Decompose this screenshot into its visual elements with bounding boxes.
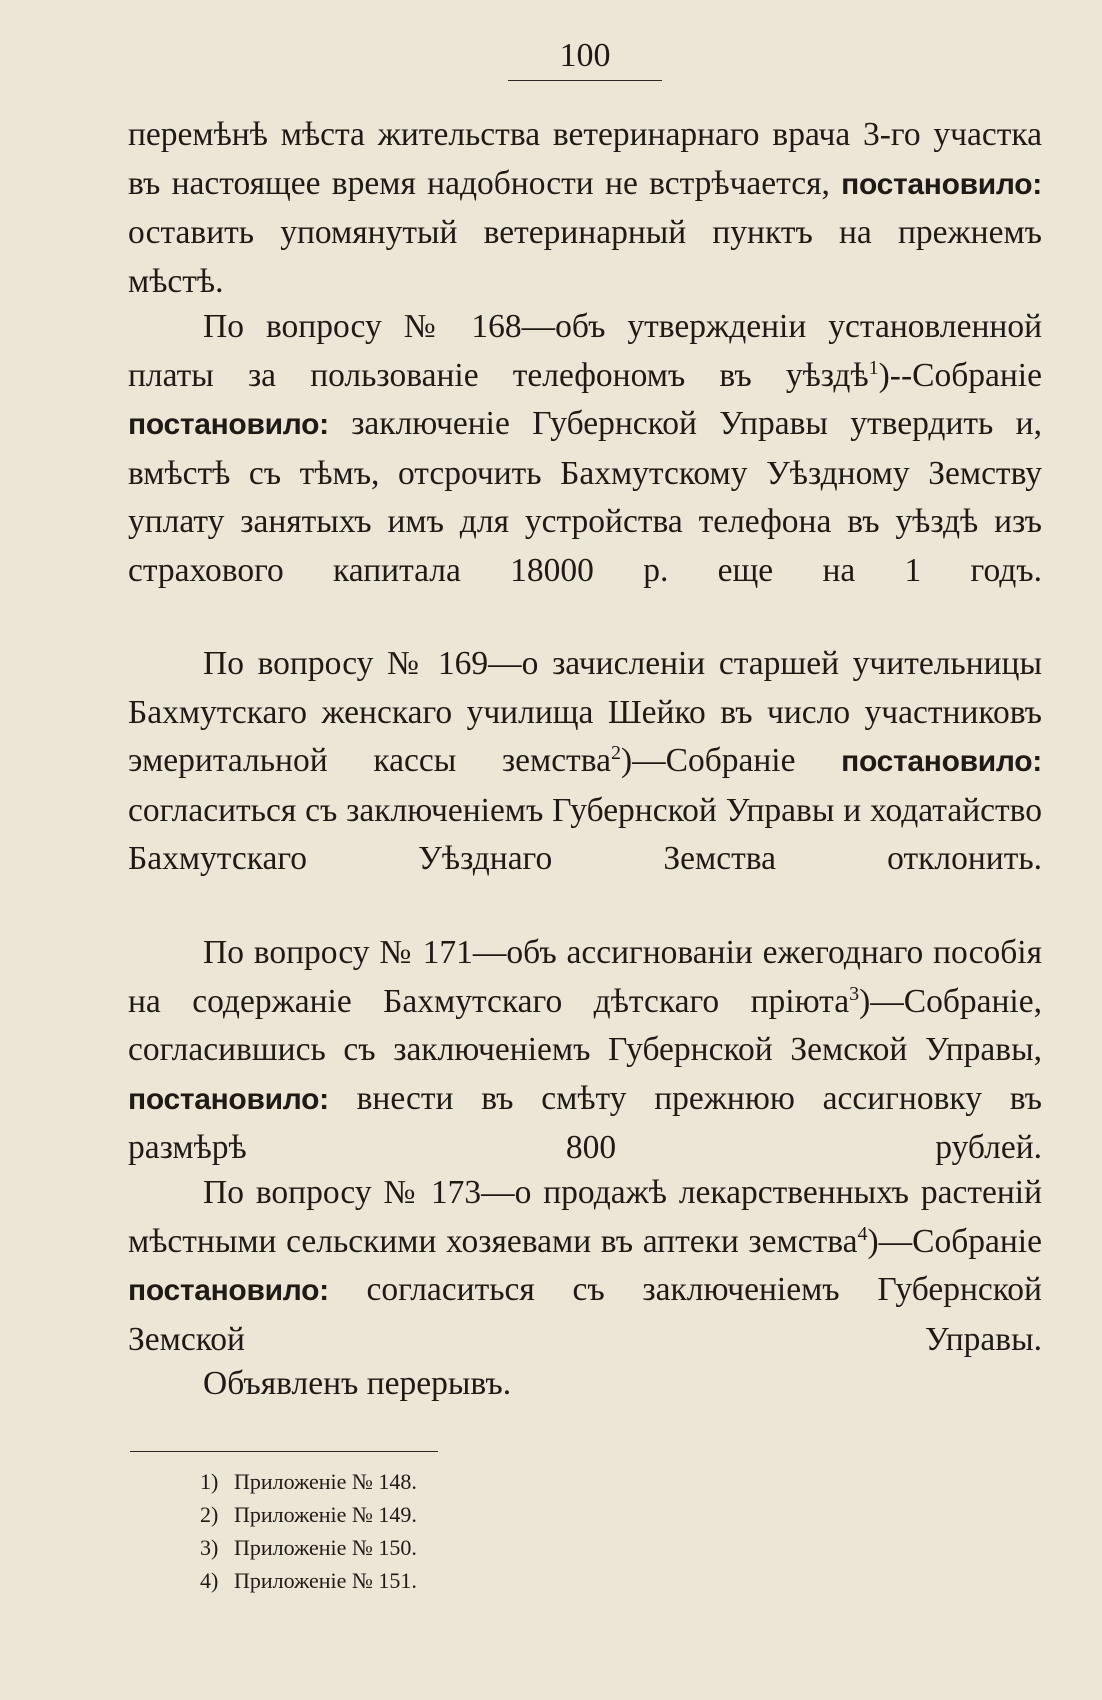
footnote-text: Приложеніе № 148.	[234, 1469, 417, 1494]
paragraph-text: внести въ смѣту прежнюю ассигновку въ размѣрѣ 800 рублей.	[128, 1079, 1042, 1166]
paragraph-text: перемѣнѣ мѣста жительства ветеринарнаго врача 3-го участка въ настоящее время надобности не встрѣчается,	[128, 116, 1042, 202]
footnote-text: Приложеніе № 149.	[234, 1502, 417, 1527]
page-number-rule	[508, 80, 662, 81]
footnote-reference: 3	[849, 982, 860, 1005]
footnote	[200, 1498, 417, 1531]
paragraph-text: заключеніе Губернской Управы утвердить и, вмѣстѣ съ тѣмъ, отсрочить Бахмутскому Уѣздному Земству уплату занятыхъ имъ для устройства телефона въ уѣздѣ изъ страхового капитала 18000 р. еще на 1 годъ.	[128, 405, 1042, 589]
paragraph-text: Объявленъ перерывъ.	[203, 1365, 512, 1402]
paragraph-question-173	[128, 1169, 1042, 1364]
resolution-keyword: постановило:	[128, 1082, 329, 1116]
footnote-mark: 3)	[200, 1535, 219, 1560]
paragraph-text: )—Собраніе, согласившись съ заключеніемъ Губернской Земской Управы,	[128, 982, 1042, 1068]
paragraph-text: согласиться съ заключеніемъ Губернской Управы и ходатайство Бахмутскаго Уѣзднаго Земства отклонить.	[128, 791, 1042, 877]
footnote	[200, 1531, 417, 1564]
footnote	[200, 1465, 417, 1498]
footnote-mark: 4)	[200, 1568, 219, 1593]
footnotes-list	[200, 1465, 417, 1597]
footnote-separator	[130, 1451, 438, 1452]
footnote-mark: 2)	[200, 1502, 219, 1527]
paragraph-question-169	[128, 640, 1042, 884]
paragraph-text: согласиться съ заключеніемъ Губернской Земской Управы.	[128, 1271, 1042, 1358]
paragraph-text: По вопросу № 169—о зачисленіи старшей учительницы Бахмутскаго женскаго училища Шейко въ число участниковъ эмеритальной кассы земства	[128, 645, 1042, 779]
paragraph-text: По вопросу № 171—объ ассигнованіи ежегоднаго пособія на содержаніе Бахмутскаго дѣтскаго пріюта	[128, 934, 1042, 1020]
resolution-keyword: постановило:	[841, 745, 1042, 778]
resolution-keyword: постановило:	[128, 408, 329, 441]
paragraph-continuation	[128, 111, 1042, 306]
paragraph-text: По вопросу № 168—объ утвержденіи установленной платы за пользованіе телефономъ въ уѣздѣ	[128, 308, 1042, 394]
footnote	[200, 1564, 417, 1597]
page-number: 100	[559, 37, 611, 74]
paragraph-text: )—Собраніе	[867, 1222, 1042, 1260]
paragraph-question-171	[128, 929, 1042, 1173]
footnote-reference: 4	[857, 1222, 868, 1245]
resolution-keyword: постановило:	[128, 1274, 329, 1307]
paragraph-question-168	[128, 303, 1042, 595]
paragraph-text: По вопросу № 173—о продажѣ лекарственныхъ растеній мѣстными сельскими хозяевами въ аптеки земства	[128, 1174, 1042, 1260]
paragraph-text: )--Собраніе	[878, 356, 1042, 394]
paragraph-text: )—Собраніе	[620, 742, 842, 779]
resolution-keyword: постановило:	[841, 167, 1042, 201]
paragraph-text: оставить упомянутый ветеринарный пунктъ на прежнемъ мѣстѣ.	[128, 214, 1042, 300]
footnote-mark: 1)	[200, 1469, 219, 1494]
footnote-text: Приложеніе № 150.	[234, 1535, 417, 1560]
footnote-reference: 2	[610, 741, 621, 764]
footnote-reference: 1	[868, 356, 879, 379]
paragraph-break-announcement	[128, 1360, 1042, 1409]
footnote-text: Приложеніе № 151.	[234, 1568, 417, 1593]
